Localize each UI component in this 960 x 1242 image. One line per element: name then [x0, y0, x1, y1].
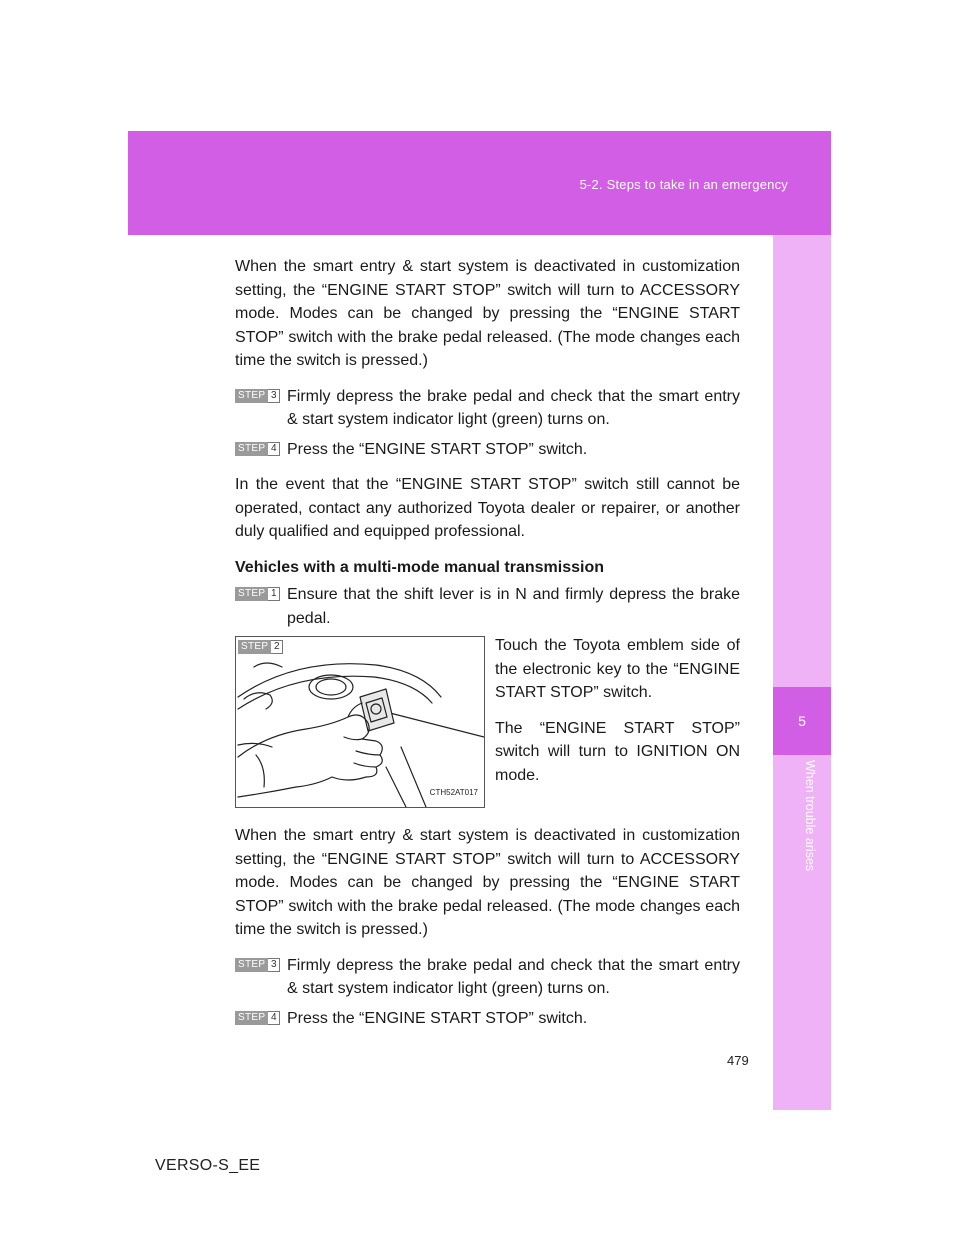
step-4-first [235, 438, 740, 462]
paragraph-customization-1: When the smart entry & start system is deactivated in customization setting, the “ENGINE START STOP” switch will turn to ACCESSORY mode. Modes can be changed by pressing the “ENGINE START STOP” switch with the brake pedal released. (The mode changes each time the switch is pressed.) [235, 258, 740, 369]
page-content [235, 255, 740, 1036]
paragraph-customization-2: When the smart entry & start system is deactivated in customization setting, the “ENGINE START STOP” switch will turn to ACCESSORY mode. Modes can be changed by pressing the “ENGINE START STOP” switch with the brake pedal released. (The mode changes each time the switch is pressed.) [235, 827, 740, 938]
figure-code: CTH52AT017 [429, 787, 478, 797]
step-2-text [495, 634, 740, 799]
step-text: Ensure that the shift lever is in N and firmly depress the brake pedal. [287, 586, 740, 627]
step-text: Press the “ENGINE START STOP” switch. [287, 440, 588, 458]
header-band [128, 131, 831, 235]
page-number: 479 [727, 1053, 749, 1068]
chapter-label: When trouble arises [803, 760, 817, 872]
chapter-number: 5 [773, 687, 831, 755]
step-3-first [235, 385, 740, 432]
section-title: 5-2. Steps to take in an emergency [579, 177, 788, 192]
step-1 [235, 583, 740, 630]
illustration-key-touch [235, 636, 485, 808]
step-text: Press the “ENGINE START STOP” switch. [287, 1009, 588, 1027]
step-badge: STEP 2 [238, 640, 283, 654]
step-text: Touch the Toyota emblem side of the electronic key to the “ENGINE START STOP” switch. [495, 637, 740, 701]
step-2 [235, 636, 740, 814]
step-badge: STEP 3 [235, 389, 280, 403]
subheading-multimode: Vehicles with a multi-mode manual transmission [235, 558, 604, 576]
step-badge: STEP 4 [235, 1011, 280, 1025]
step-badge: STEP 3 [235, 958, 280, 972]
step-text: Firmly depress the brake pedal and check that the smart entry & start system indicator light (green) turns on. [287, 387, 740, 428]
step-text-result: The “ENGINE START STOP” switch will turn to IGNITION ON mode. [495, 719, 740, 784]
model-code: VERSO-S_EE [155, 1157, 261, 1174]
paragraph-contact-dealer: In the event that the “ENGINE START STOP” switch still cannot be operated, contact any authorized Toyota dealer or repairer, or another duly qualified and equipped professional. [235, 476, 740, 540]
side-tab [773, 235, 831, 1110]
step-4-second [235, 1007, 740, 1031]
step-badge: STEP 4 [235, 442, 280, 456]
step-3-second [235, 954, 740, 1001]
step-badge: STEP 1 [235, 587, 280, 601]
step-text: Firmly depress the brake pedal and check that the smart entry & start system indicator light (green) turns on. [287, 956, 740, 997]
